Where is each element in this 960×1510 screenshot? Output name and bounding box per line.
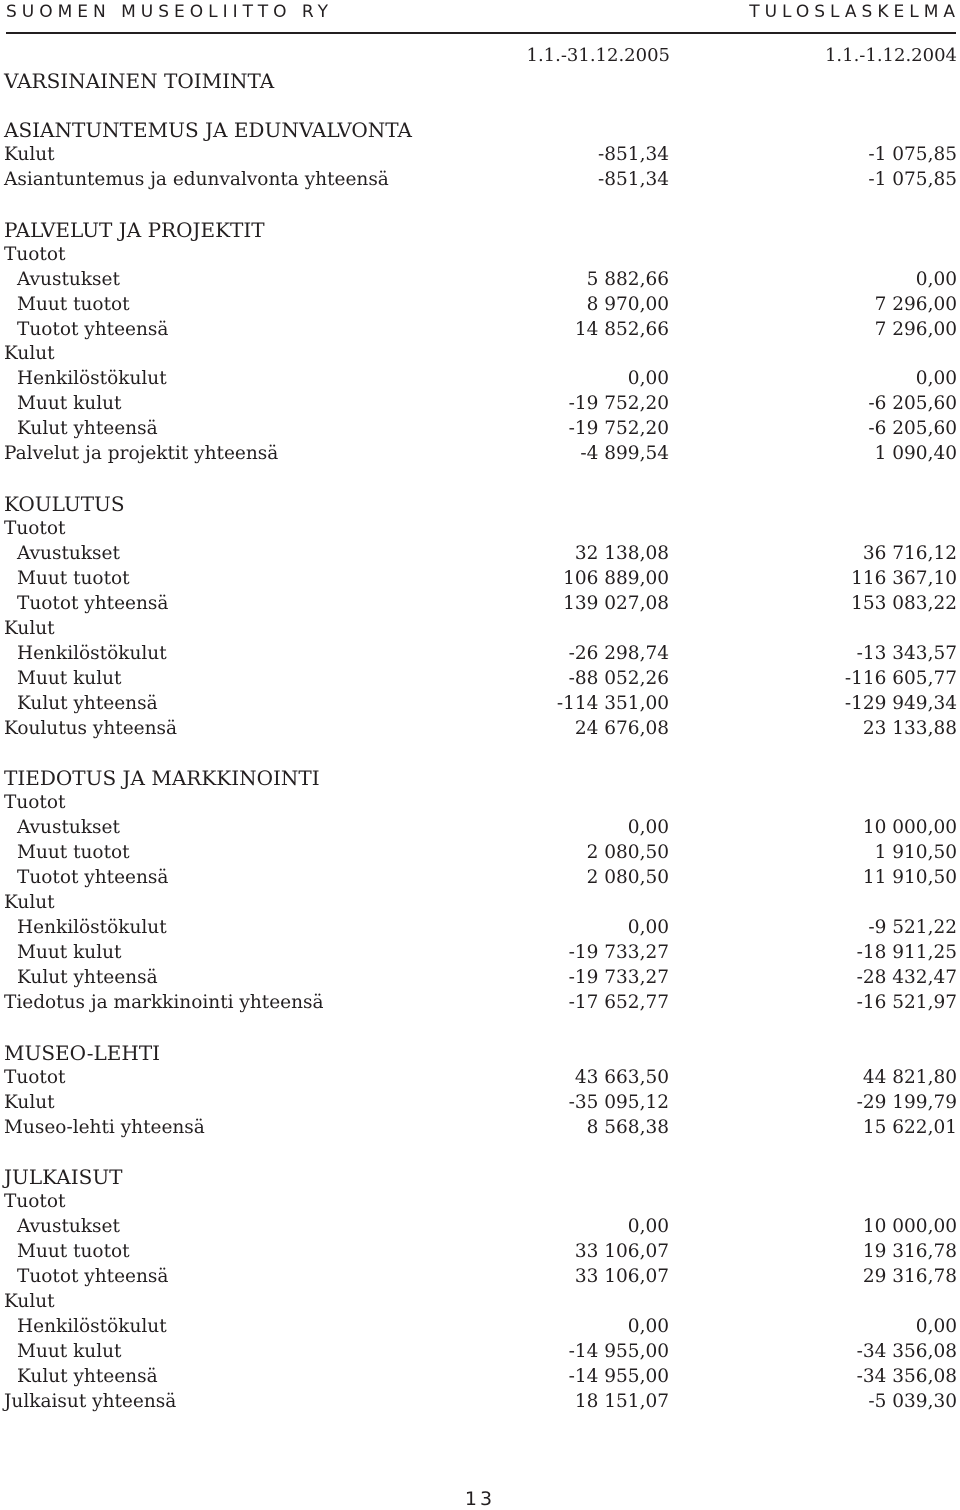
value-2004: -1 075,85 [868,143,957,165]
row-label: Palvelut ja projektit yhteensä [4,443,279,465]
value-2004: 36 716,12 [862,542,957,564]
statement-row [0,841,960,866]
row-label: MUSEO-LEHTI [4,1040,161,1065]
page-header [0,0,960,34]
row-label: Museo-lehti yhteensä [4,1116,205,1138]
value-2005: 2 080,50 [586,867,669,889]
row-label: KOULUTUS [4,492,125,517]
statement-row [0,1240,960,1265]
statement-row [0,1340,960,1365]
statement-row [0,417,960,442]
section-heading [0,766,960,791]
value-2004: 0,00 [915,1316,957,1337]
value-2005: 106 889,00 [563,567,669,589]
value-2004: 11 910,50 [862,867,957,889]
statement-row [0,1265,960,1290]
value-2005: 8 970,00 [586,293,669,315]
value-2005: 139 027,08 [563,592,669,614]
statement-row [0,1190,960,1215]
value-2004: -18 911,25 [856,941,957,963]
row-label: TIEDOTUS JA MARKKINOINTI [4,766,320,791]
value-2004: -13 343,57 [856,642,957,664]
statement-row [0,567,960,592]
value-2005: -19 733,27 [568,966,669,988]
value-2004: -9 521,22 [868,917,957,938]
value-2004: -1 075,85 [868,168,957,190]
value-2004: 7 296,00 [874,293,957,315]
statement-row [0,617,960,642]
statement-row [0,592,960,617]
statement-row [0,692,960,717]
statement-row [0,1091,960,1116]
value-2005: -14 955,00 [568,1340,669,1362]
value-2004: 10 000,00 [862,817,957,839]
statement-row [0,1066,960,1091]
value-2004: -6 205,60 [868,418,957,440]
row-label: Kulut yhteensä [17,692,158,714]
statement-row [0,667,960,692]
value-2004: 23 133,88 [862,717,957,739]
row-label: Avustukset [17,268,120,290]
row-label: PALVELUT JA PROJEKTIT [4,217,265,242]
statement-row [0,1315,960,1340]
value-2004: 44 821,80 [862,1066,957,1088]
statement-row [0,941,960,966]
value-2005: 33 106,07 [574,1266,669,1288]
value-2005: -26 298,74 [568,642,669,664]
value-2005: -851,34 [598,168,669,190]
value-2004: -34 356,08 [856,1365,957,1387]
column-header-2005: 1.1.-31.12.2005 [526,45,670,66]
section-heading [0,1041,960,1066]
row-label: Henkilöstökulut [17,642,167,664]
statement-row [0,916,960,941]
value-2004: 1 090,40 [874,443,957,465]
statement-row [0,866,960,891]
statement-row [0,1116,960,1141]
statement-row [0,891,960,916]
row-label: Tuotot [4,518,66,539]
value-2005: 0,00 [627,917,669,938]
statement-row [0,442,960,467]
value-2004: 7 296,00 [874,318,957,340]
statement-row [0,717,960,742]
row-label: Kulut [4,1091,55,1113]
section-heading [0,118,960,143]
value-2005: 14 852,66 [574,318,669,340]
row-label: Tuotot [4,1066,66,1088]
value-2004: 0,00 [915,368,957,390]
row-label: Muut kulut [17,667,122,689]
row-label: Muut tuotot [17,1241,130,1263]
statement-row [0,143,960,168]
value-2005: 0,00 [627,368,669,390]
row-label: Asiantuntemus ja edunvalvonta yhteensä [4,168,389,190]
section-heading [0,492,960,517]
value-2005: 32 138,08 [574,542,669,564]
statement-row [0,342,960,367]
row-label: Tiedotus ja markkinointi yhteensä [4,991,324,1013]
statement-row [0,966,960,991]
value-2005: 0,00 [627,817,669,839]
statement-row [0,293,960,318]
row-label: Kulut [4,1291,55,1313]
statement-row [0,1215,960,1240]
row-label: Kulut [4,143,55,165]
row-label: Kulut [4,617,55,639]
row-label: Avustukset [17,1216,120,1238]
value-2004: 29 316,78 [862,1266,957,1288]
row-label: Kulut [4,343,55,365]
value-2004: -129 949,34 [844,692,957,714]
value-2004: -5 039,30 [868,1390,957,1412]
row-label: Koulutus yhteensä [4,717,178,739]
row-label: Julkaisut yhteensä [4,1390,177,1412]
value-2004: 0,00 [915,268,957,290]
row-label: Avustukset [17,817,120,839]
row-label: Muut kulut [17,1340,122,1362]
statement-row [0,268,960,293]
statement-row [0,392,960,417]
statement-row [0,1365,960,1390]
value-2004: -28 432,47 [856,966,957,988]
page-number: 13 [464,1488,496,1510]
statement-row [0,1390,960,1415]
value-2005: 33 106,07 [574,1241,669,1263]
value-2005: 5 882,66 [586,268,669,290]
value-2004: 19 316,78 [862,1241,957,1263]
value-2005: 43 663,50 [574,1066,669,1088]
value-2004: 15 622,01 [862,1116,957,1138]
row-label: Muut kulut [17,941,122,963]
value-2005: 2 080,50 [586,842,669,864]
value-2005: -19 733,27 [568,941,669,963]
statement-row [0,542,960,567]
value-2005: -851,34 [598,143,669,165]
main-section-title: VARSINAINEN TOIMINTA [4,69,275,93]
value-2005: -19 752,20 [568,393,669,415]
value-2005: -88 052,26 [568,667,669,689]
row-label: Tuotot [4,792,66,814]
column-header-2004: 1.1.-1.12.2004 [824,45,957,66]
value-2004: -34 356,08 [856,1340,957,1362]
row-label: Muut tuotot [17,567,130,589]
value-2004: -6 205,60 [868,393,957,415]
statement-row [0,791,960,816]
row-label: Tuotot [4,243,66,265]
row-label: JULKAISUT [4,1165,123,1190]
value-2004: 10 000,00 [862,1216,957,1238]
row-label: ASIANTUNTEMUS JA EDUNVALVONTA [4,118,412,142]
row-label: Avustukset [17,542,120,564]
row-label: Henkilöstökulut [17,1316,167,1337]
row-label: Tuotot yhteensä [17,592,169,614]
statement-row [0,642,960,667]
row-label: Tuotot yhteensä [17,1266,169,1288]
value-2005: -14 955,00 [568,1365,669,1387]
value-2005: -35 095,12 [568,1091,669,1113]
row-label: Henkilöstökulut [17,368,167,390]
statement-row [0,816,960,841]
value-2005: -19 752,20 [568,418,669,440]
statement-row [0,243,960,268]
value-2005: -17 652,77 [568,991,669,1013]
value-2005: -114 351,00 [556,692,669,714]
income-statement-table [0,118,960,1415]
statement-row [0,168,960,193]
row-label: Muut tuotot [17,293,130,315]
statement-row [0,991,960,1016]
statement-row [0,318,960,343]
value-2005: 18 151,07 [574,1390,669,1412]
row-label: Kulut yhteensä [17,966,158,988]
row-label: Kulut yhteensä [17,418,158,440]
value-2004: 153 083,22 [851,592,957,614]
value-2004: 1 910,50 [874,842,957,864]
section-heading [0,1165,960,1190]
value-2004: -116 605,77 [844,667,957,689]
value-2005: -4 899,54 [580,443,669,465]
row-label: Muut kulut [17,393,122,415]
statement-row [0,1290,960,1315]
row-label: Muut tuotot [17,842,130,864]
value-2004: -29 199,79 [856,1091,957,1113]
document-title: TULOSLASKELMA [749,2,960,22]
organization-name: SUOMEN MUSEOLIITTO RY [6,2,334,22]
header-divider [6,32,956,34]
value-2004: 116 367,10 [851,567,957,589]
value-2005: 24 676,08 [574,717,669,739]
row-label: Henkilöstökulut [17,917,167,938]
row-label: Tuotot yhteensä [17,867,169,889]
value-2005: 0,00 [627,1216,669,1238]
statement-row [0,367,960,392]
row-label: Kulut [4,892,55,914]
value-2005: 0,00 [627,1316,669,1337]
section-heading [0,218,960,243]
statement-row [0,517,960,542]
value-2005: 8 568,38 [586,1116,669,1138]
value-2004: -16 521,97 [856,991,957,1013]
row-label: Tuotot yhteensä [17,318,169,340]
row-label: Tuotot [4,1191,66,1213]
row-label: Kulut yhteensä [17,1365,158,1387]
